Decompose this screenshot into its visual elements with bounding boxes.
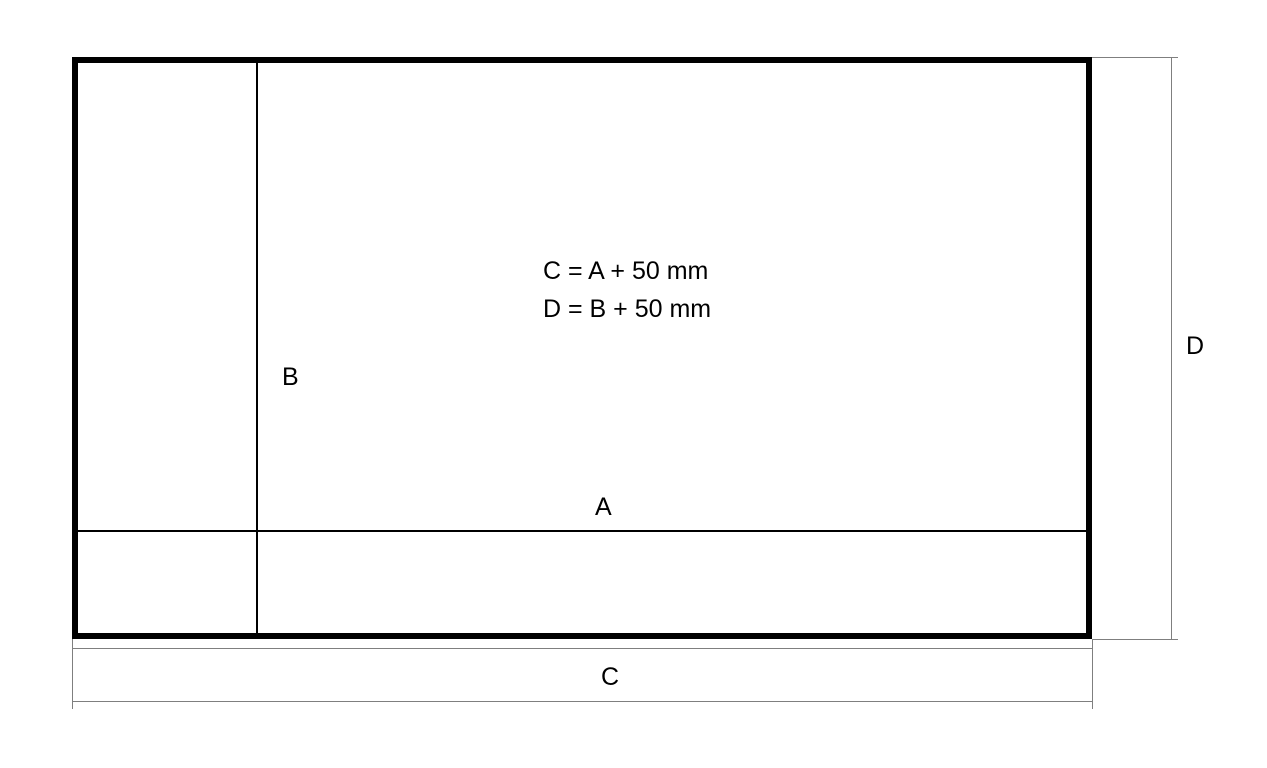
- dimension-line-d: [1171, 57, 1172, 639]
- label-c: C: [601, 663, 620, 691]
- formula-c: C = A + 50 mm: [543, 257, 709, 285]
- label-a: A: [595, 493, 612, 521]
- outer-rectangle: [72, 57, 1092, 639]
- extension-line-bottom-right-vertical: [1092, 639, 1093, 709]
- vertical-partition-line: [256, 60, 258, 636]
- extension-line-bottom-right: [1092, 639, 1178, 640]
- dimension-line-c-top: [72, 648, 1092, 649]
- formula-notes: [543, 253, 711, 328]
- extension-line-top-right: [1092, 57, 1178, 58]
- label-b: B: [282, 363, 299, 391]
- label-d: D: [1186, 332, 1205, 360]
- extension-line-bottom-left: [72, 639, 73, 709]
- dimension-line-c-bottom: [72, 701, 1092, 702]
- formula-d: D = B + 50 mm: [543, 294, 712, 323]
- horizontal-partition-line: [75, 530, 1089, 532]
